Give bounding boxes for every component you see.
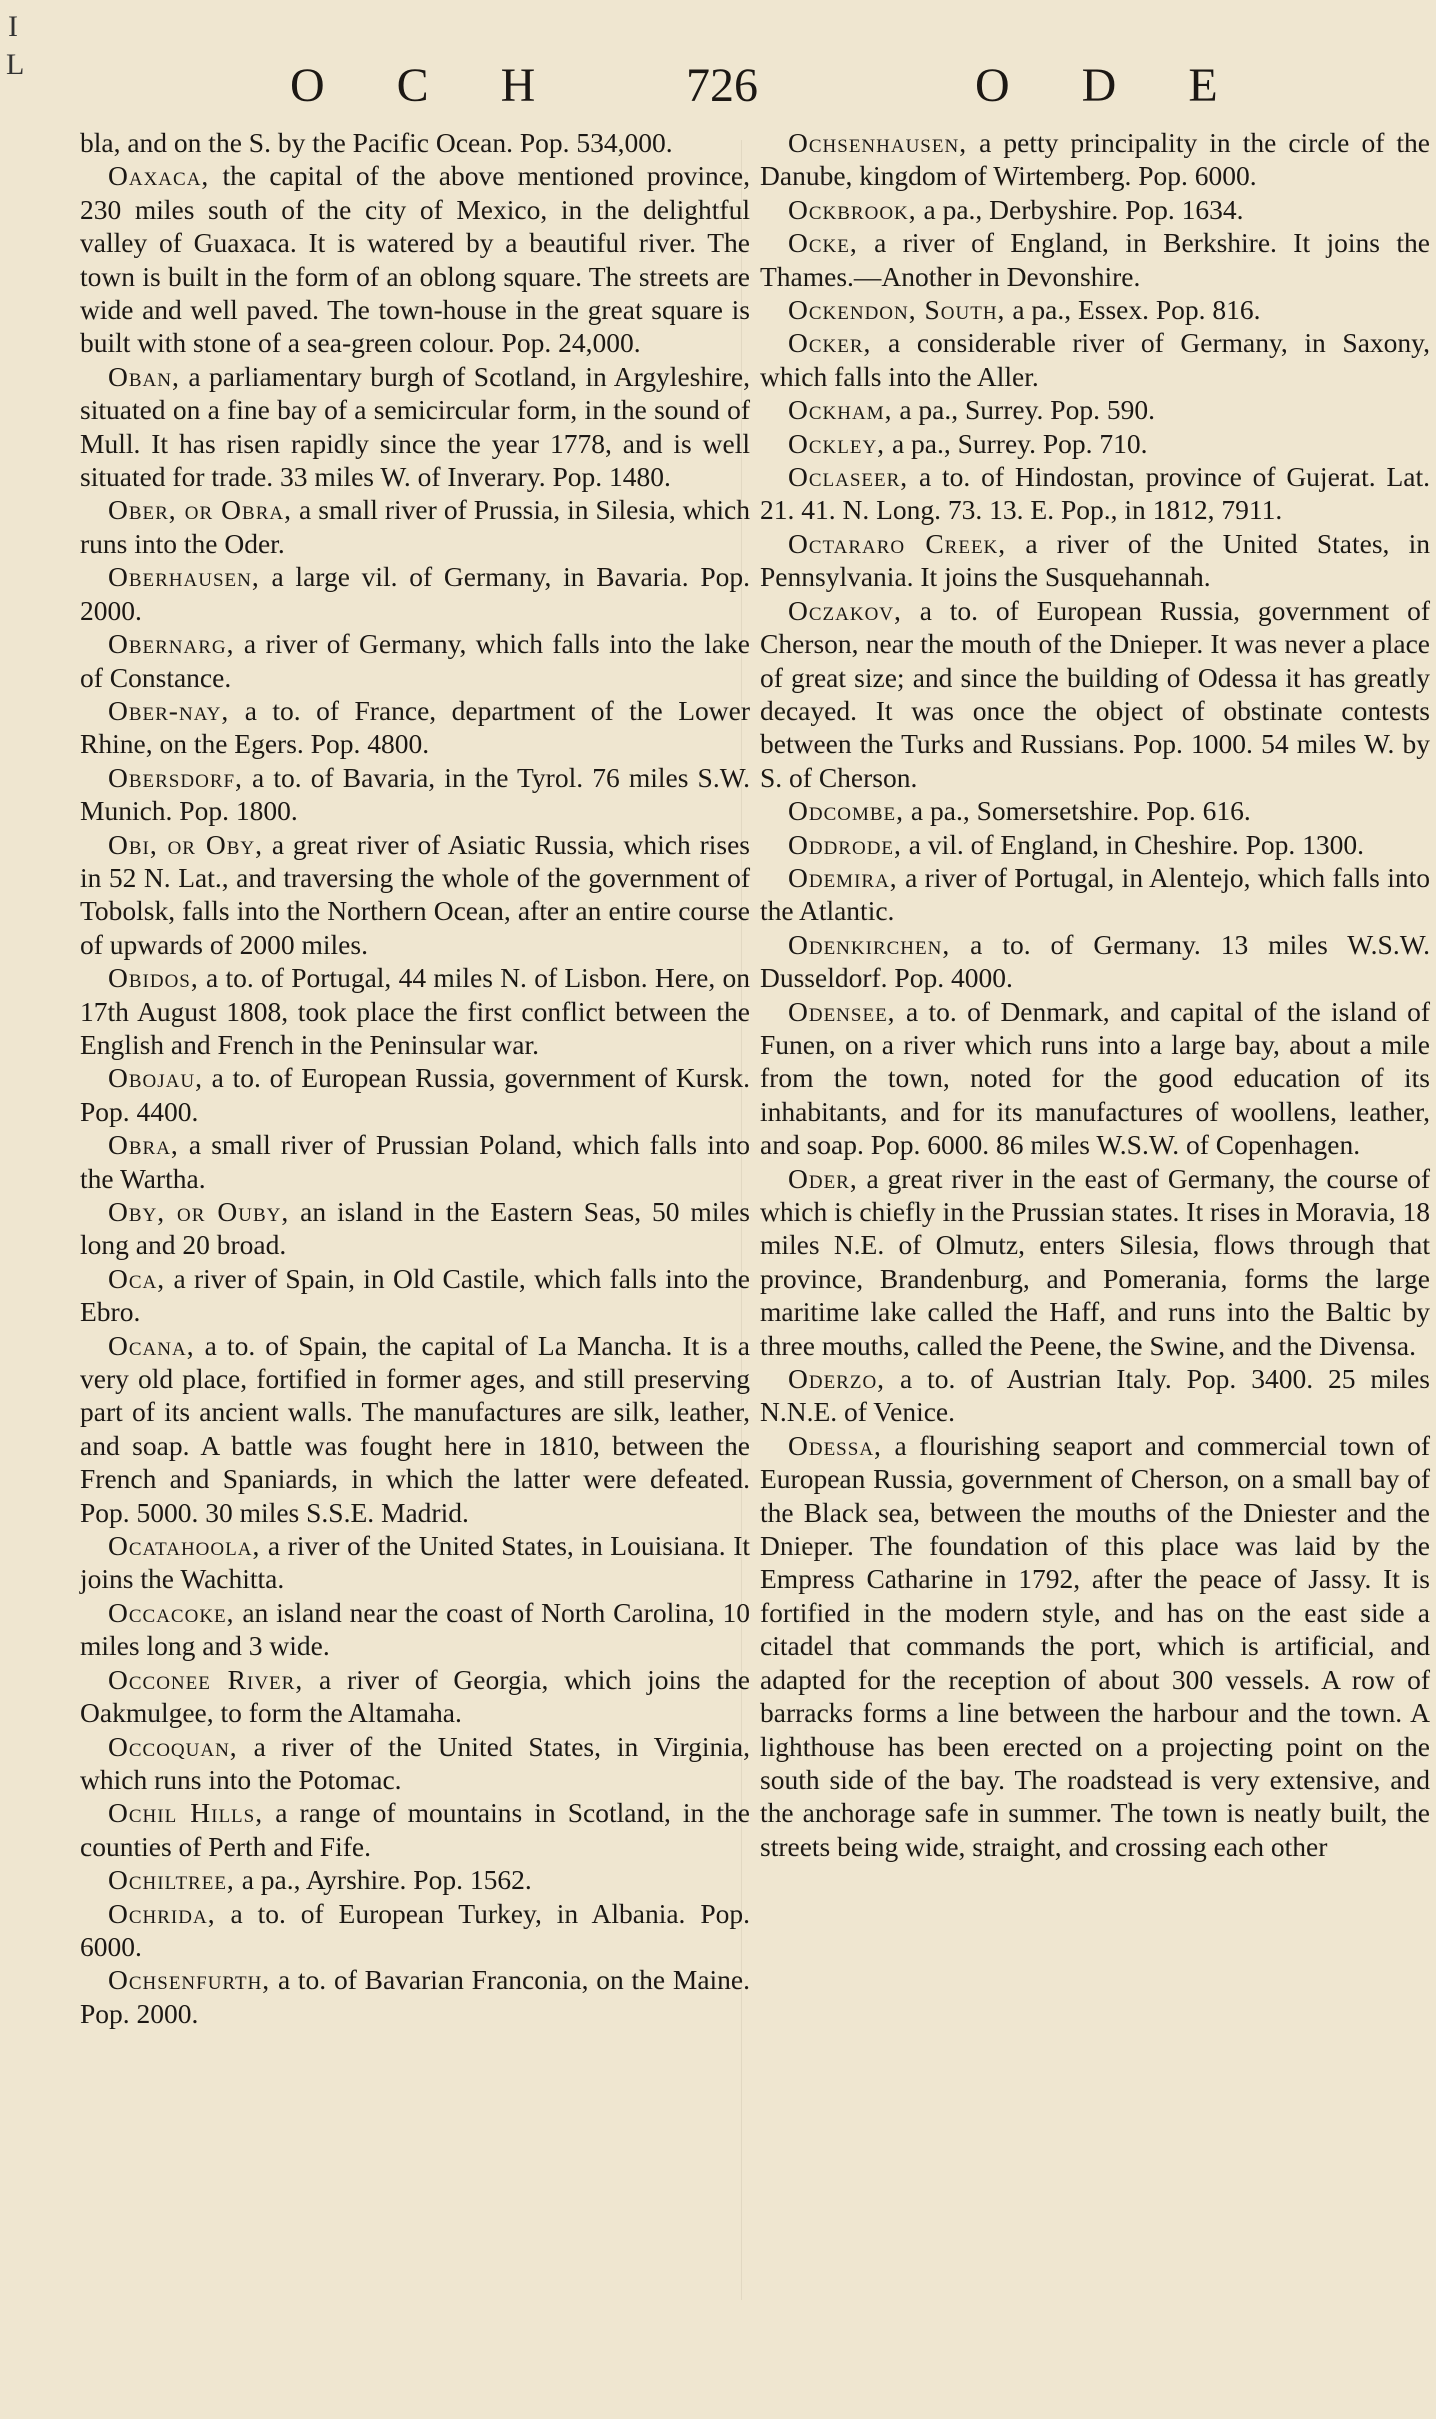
gazetteer-entry — [80, 1329, 750, 1529]
entry-text: a small river of Prussia, in Silesia, which runs into the Oder. — [80, 494, 750, 559]
entry-text: a to. of Austrian Italy. Pop. 3400. 25 miles N.N.E. of Venice. — [760, 1363, 1430, 1428]
entry-text: a pa., Ayrshire. Pop. 1562. — [234, 1864, 532, 1896]
entry-headword: Obojau, — [108, 1062, 203, 1094]
entry-text: a river of the United States, in Louisiana. It joins the Wachitta. — [80, 1530, 750, 1595]
entry-text: a considerable river of Germany, in Saxony, which falls into the Aller. — [760, 327, 1430, 392]
gazetteer-entry — [760, 995, 1430, 1162]
entry-text: a river of Portugal, in Alentejo, which falls into the Atlantic. — [760, 861, 1430, 927]
entry-headword: Ober, or Obra, — [108, 494, 292, 526]
entry-text: a large vil. of Germany, in Bavaria. Pop. 2000. — [80, 561, 750, 626]
entry-text: the capital of the above mentioned province, 230 miles south of the city of Mexico, in the delightful valley of Guaxaca. It is watered by a beautiful river. The town is built in the form of an oblong square. The streets are wide and well paved. The town-house in the great square is built with stone of a sea-green colour. Pop. 24,000. — [80, 160, 750, 359]
entry-text: an island near the coast of North Carolina, 10 miles long and 3 wide. — [80, 1596, 750, 1662]
gazetteer-entry — [760, 293, 1430, 326]
header-right: O D E — [975, 59, 1248, 112]
margin-mark-top: I — [8, 10, 18, 43]
entry-headword: Oban, — [108, 360, 180, 392]
entry-headword: Obidos, — [108, 962, 199, 994]
entry-text: a river of the United States, in Virginia, which runs into the Potomac. — [80, 1730, 750, 1795]
entry-text: a range of mountains in Scotland, in the counties of Perth and Fife. — [80, 1797, 750, 1862]
entry-text: a small river of Prussian Poland, which falls into the Wartha. — [80, 1129, 750, 1194]
gazetteer-entry — [760, 828, 1430, 861]
entry-text: a to. of European Russia, government of Cherson, near the mouth of the Dnieper. It was never a place of great size; and since the building of Odessa it has greatly decayed. It was once the object of obstinate contests between the Turks and Russians. Pop. 1000. 54 miles W. by S. of Cherson. — [760, 594, 1430, 793]
entry-text: a flourishing seaport and commercial town of European Russia, government of Cherson, on a small bay of the Black sea, between the mouths of the Dniester and the Dnieper. The foundation of this place was laid by the Empress Catharine in 1792, after the peace of Jassy. It is fortified in the modern style, and has on the east side a citadel that commands the port, which is artificial, and adapted for the reception of about 300 vessels. A row of barracks forms a line between the harbour and the town. A lighthouse has been erected on a projecting point on the south side of the bay. The roadstead is very extensive, and the anchorage safe in summer. The town is neatly built, the streets being wide, straight, and crossing each other — [760, 1429, 1430, 1862]
gazetteer-entry — [760, 527, 1430, 594]
running-header — [0, 58, 1436, 118]
gazetteer-entry — [760, 1362, 1430, 1429]
entry-text: a great river of Asiatic Russia, which rises in 52 N. Lat., and traversing the whole of the government of Tobolsk, falls into the Northern Ocean, after an entire course of upwards of 2000 miles. — [80, 828, 750, 960]
gazetteer-entry — [80, 828, 750, 962]
gazetteer-entry — [80, 360, 750, 494]
entry-text: a to. of Hindostan, province of Gujerat. Lat. 21. 41. N. Long. 73. 13. E. Pop., in 1812, 7911. — [760, 461, 1430, 526]
margin-mark-second: L — [6, 48, 25, 81]
entry-headword: Oby, or Ouby, — [108, 1196, 290, 1227]
gazetteer-entry — [80, 1061, 750, 1128]
gazetteer-entry — [80, 1897, 750, 1964]
entry-headword: Odcombe, — [788, 795, 905, 827]
entry-text: a to. of Portugal, 44 miles N. of Lisbon. Here, on 17th August 1808, took place the first conflict between the English and French in the Peninsular war. — [80, 962, 750, 1060]
entry-headword: Ochiltree, — [108, 1864, 235, 1896]
entry-headword: Occonee River, — [108, 1663, 304, 1695]
entry-headword: Ockham, — [788, 394, 893, 426]
entry-text: bla, and on the S. by the Pacific Ocean. Pop. 534,000. — [80, 127, 673, 158]
entry-headword: Oddrode, — [788, 828, 902, 860]
gazetteer-entry — [80, 961, 750, 1061]
entry-headword: Obra, — [108, 1129, 179, 1161]
entry-text: a to. of European Turkey, in Albania. Pop. 6000. — [80, 1897, 750, 1962]
gazetteer-entry — [760, 326, 1430, 393]
entry-headword: Ocatahoola, — [108, 1530, 261, 1562]
entry-headword: Obersdorf, — [108, 761, 243, 793]
entry-headword: Ocker, — [788, 327, 872, 359]
entry-headword: Odessa, — [788, 1429, 882, 1461]
gazetteer-entry — [760, 393, 1430, 426]
gazetteer-entry — [760, 126, 1430, 193]
entry-headword: Oderzo, — [788, 1363, 886, 1395]
entry-headword: Obernarg, — [108, 628, 235, 660]
entry-text: a river of Spain, in Old Castile, which falls into the Ebro. — [80, 1262, 750, 1328]
entry-text: a parliamentary burgh of Scotland, in Argyleshire, situated on a fine bay of a semicircular form, in the sound of Mull. It has risen rapidly since the year 1778, and is well situated for trade. 33 miles W. of Inverary. Pop. 1480. — [80, 360, 750, 493]
entry-text: a pa., Surrey. Pop. 590. — [892, 394, 1155, 426]
entry-text: a great river in the east of Germany, the course of which is chiefly in the Prussian states. It rises in Moravia, 18 miles N.E. of Olmutz, enters Silesia, flows through that province, Brandenburg, and Pomerania, forms the large maritime lake called the Haff, and runs into the Baltic by three mouths, called the Peene, the Swine, and the Divensa. — [760, 1162, 1430, 1361]
gazetteer-entry — [80, 1596, 750, 1663]
gazetteer-entry — [760, 460, 1430, 527]
entry-text: a to. of Bavaria, in the Tyrol. 76 miles S.W. Munich. Pop. 1800. — [80, 761, 750, 827]
entry-headword: Ockbrook, — [788, 193, 917, 225]
entry-text: a vil. of England, in Cheshire. Pop. 1300. — [901, 828, 1365, 860]
gazetteer-entry — [760, 928, 1430, 995]
entry-headword: Ockley, — [788, 427, 886, 459]
gazetteer-entry — [80, 1730, 750, 1797]
gazetteer-entry — [80, 1796, 750, 1863]
entry-headword: Odensee, — [788, 995, 896, 1027]
gazetteer-entry — [80, 560, 750, 627]
entry-text: a river of England, in Berkshire. It joins the Thames.—Another in Devonshire. — [760, 227, 1430, 292]
entry-headword: Ochil Hills, — [108, 1797, 264, 1829]
entry-headword: Odenkirchen, — [788, 928, 951, 960]
gazetteer-entry — [760, 861, 1430, 928]
entry-text: an island in the Eastern Seas, 50 miles long and 20 broad. — [80, 1196, 751, 1261]
gazetteer-entry — [760, 794, 1430, 827]
entry-text: a pa., Derbyshire. Pop. 1634. — [916, 193, 1244, 225]
entry-text: a to. of Bavarian Franconia, on the Maine. Pop. 2000. — [80, 1964, 750, 2029]
gazetteer-entry — [80, 761, 750, 828]
gazetteer-entry — [760, 594, 1430, 794]
gazetteer-entry — [80, 694, 750, 761]
gazetteer-entry — [80, 1262, 750, 1329]
entry-headword: Occoquan, — [108, 1730, 238, 1762]
entry-headword: Oczakov, — [788, 594, 902, 626]
entry-headword: Occacoke, — [108, 1596, 235, 1628]
right-column — [760, 126, 1430, 1863]
gazetteer-entry — [80, 1529, 750, 1596]
gazetteer-entry — [80, 1863, 750, 1896]
gazetteer-entry — [760, 1162, 1430, 1362]
header-left: O C H — [290, 59, 566, 112]
gazetteer-entry — [80, 627, 750, 694]
entry-headword: Oaxaca, — [108, 160, 210, 192]
entry-text: a river of Georgia, which joins the Oakmulgee, to form the Altamaha. — [80, 1663, 750, 1729]
gazetteer-entry — [80, 493, 750, 560]
entry-headword: Ocana, — [108, 1329, 195, 1361]
entry-text: a river of Germany, which falls into the lake of Constance. — [80, 628, 750, 693]
entry-text: a pa., Surrey. Pop. 710. — [885, 427, 1148, 459]
entry-headword: Ockendon, South, — [788, 294, 1006, 326]
gazetteer-entry — [760, 226, 1430, 293]
entry-headword: Oder, — [788, 1162, 858, 1194]
entry-text: a to. of European Russia, government of Kursk. Pop. 4400. — [80, 1062, 750, 1127]
entry-headword: Oberhausen, — [108, 561, 260, 593]
gazetteer-entry — [760, 427, 1430, 460]
entry-text: a pa., Essex. Pop. 816. — [1005, 294, 1261, 326]
entry-headword: Odemira, — [788, 861, 898, 893]
entry-text: a to. of France, department of the Lower Rhine, on the Egers. Pop. 4800. — [80, 694, 750, 760]
entry-headword: Octararo Creek, — [788, 527, 1007, 559]
entry-text: a to. of Germany. 13 miles W.S.W. Dusseldorf. Pop. 4000. — [760, 928, 1430, 994]
entry-headword: Ochsenfurth, — [108, 1964, 271, 1996]
gazetteer-entry — [80, 1128, 750, 1195]
entry-headword: Oca, — [108, 1262, 166, 1294]
left-column — [80, 126, 750, 2030]
entry-headword: Ochsenhausen, — [788, 127, 968, 158]
entry-headword: Ochrida, — [108, 1897, 216, 1929]
entry-text: a to. of Denmark, and capital of the island of Funen, on a river which runs into a large bay, about a mile from the town, noted for the good education of its inhabitants, and for its manufactures of woollens, leather, and soap. Pop. 6000. 86 miles W.S.W. of Copenhagen. — [760, 995, 1430, 1161]
gazetteer-entry — [80, 159, 750, 359]
entry-headword: Ober-nay, — [108, 694, 230, 726]
entry-text: a to. of Spain, the capital of La Mancha. It is a very old place, fortified in former ages, and still preserving part of its ancient walls. The manufactures are silk, leather, and soap. A battle was fought here in 1810, between the French and Spaniards, in which the latter were defeated. Pop. 5000. 30 miles S.S.E. Madrid. — [80, 1329, 750, 1528]
entry-headword: Oclaseer, — [788, 461, 909, 493]
gazetteer-entry — [760, 1429, 1430, 1863]
gazetteer-entry — [80, 1663, 750, 1730]
entry-headword: Obi, or Oby, — [108, 828, 263, 860]
entry-text: a petty principality in the circle of the Danube, kingdom of Wirtemberg. Pop. 6000. — [760, 127, 1430, 192]
entry-text: a river of the United States, in Pennsylvania. It joins the Susquehannah. — [760, 527, 1430, 593]
page-number: 726 — [686, 59, 758, 112]
entry-text: a pa., Somersetshire. Pop. 616. — [904, 795, 1251, 827]
gazetteer-entry — [80, 1195, 750, 1262]
gazetteer-entry — [80, 1963, 750, 2030]
gazetteer-entry — [80, 126, 750, 159]
gazetteer-entry — [760, 193, 1430, 226]
entry-headword: Ocke, — [788, 227, 858, 259]
